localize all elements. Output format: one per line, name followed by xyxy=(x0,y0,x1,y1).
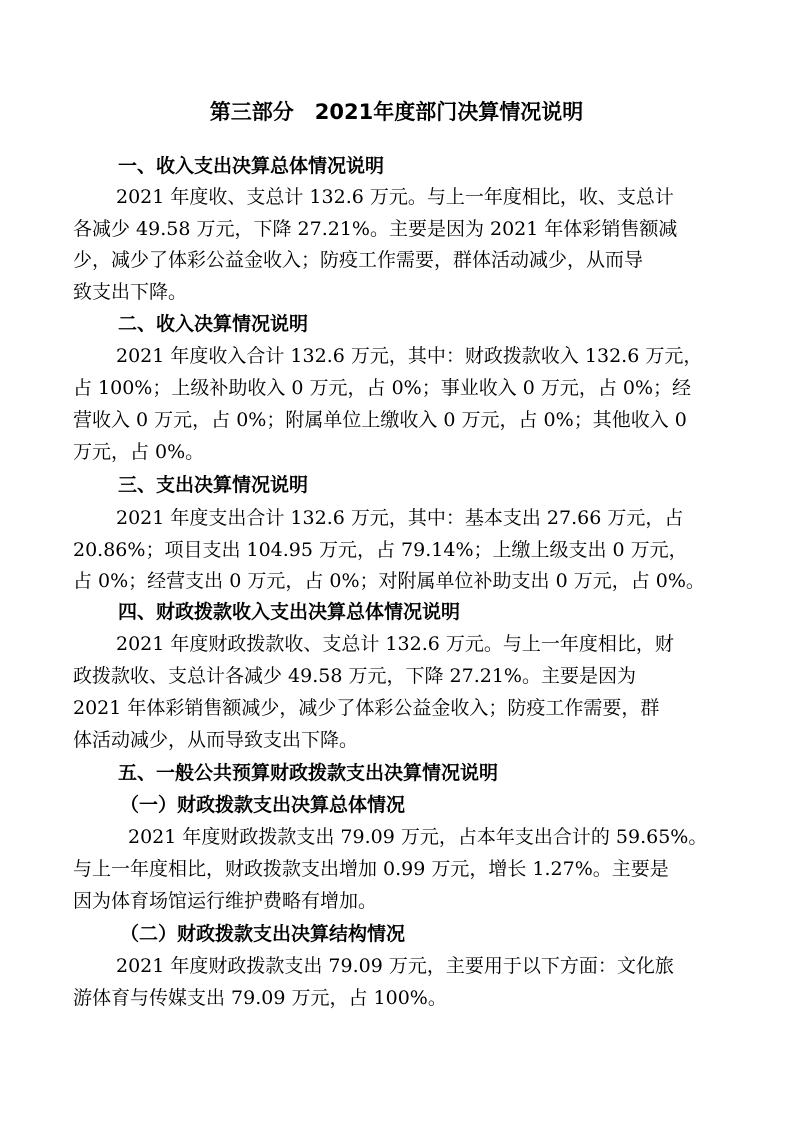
paragraph-line: 营收入 0 万元，占 0%；附属单位上缴收入 0 万元，占 0%；其他收入 0 xyxy=(73,409,687,431)
paragraph-line: 游体育与传媒支出 79.09 万元，占 100%。 xyxy=(73,987,447,1009)
section-heading-3: 三、支出决算情况说明 xyxy=(118,474,309,496)
paragraph-line: 2021 年度收、支总计 132.6 万元。与上一年度相比，收、支总计 xyxy=(116,186,674,208)
paragraph-line: 2021 年度财政拨款支出 79.09 万元，占本年支出合计的 59.65%。 xyxy=(128,826,708,848)
paragraph-line: 2021 年度财政拨款支出 79.09 万元，主要用于以下方面：文化旅 xyxy=(116,955,674,977)
page-title: 第三部分 2021年度部门决算情况说明 xyxy=(209,100,584,124)
section-heading-2: 二、收入决算情况说明 xyxy=(118,313,309,335)
paragraph-line: 2021 年度支出合计 132.6 万元，其中：基本支出 27.66 万元，占 xyxy=(116,507,684,529)
paragraph-line: 政拨款收、支总计各减少 49.58 万元，下降 27.21%。主要是因为 xyxy=(73,665,636,687)
paragraph-line: 占 100%；上级补助收入 0 万元，占 0%；事业收入 0 万元，占 0%；经 xyxy=(73,377,692,399)
paragraph-line: 2021 年度财政拨款收、支总计 132.6 万元。与上一年度相比，财 xyxy=(116,633,674,655)
paragraph-line: 致支出下降。 xyxy=(73,281,188,303)
paragraph-line: 与上一年度相比，财政拨款支出增加 0.99 万元，增长 1.27%。主要是 xyxy=(73,858,669,880)
paragraph-line: 占 0%；经营支出 0 万元，占 0%；对附属单位补助支出 0 万元，占 0%。 xyxy=(73,570,705,592)
paragraph-line: 20.86%；项目支出 104.95 万元，占 79.14%；上缴上级支出 0 万元， xyxy=(73,539,688,561)
paragraph-line: 体活动减少，从而导致支出下降。 xyxy=(73,729,359,751)
paragraph-line: 因为体育场馆运行维护费略有增加。 xyxy=(73,890,378,912)
section-heading-5: 五、一般公共预算财政拨款支出决算情况说明 xyxy=(118,762,499,784)
paragraph-line: 各减少 49.58 万元，下降 27.21%。主要是因为 2021 年体彩销售额减 xyxy=(73,218,678,240)
section-heading-1: 一、收入支出决算总体情况说明 xyxy=(118,155,385,177)
subsection-heading-2: （二）财政拨款支出决算结构情况 xyxy=(120,923,406,945)
paragraph-line: 2021 年度收入合计 132.6 万元，其中：财政拨款收入 132.6 万元， xyxy=(116,345,703,367)
paragraph-line: 万元，占 0%。 xyxy=(73,441,205,463)
section-heading-4: 四、财政拨款收入支出决算总体情况说明 xyxy=(118,601,461,623)
paragraph-line: 2021 年体彩销售额减少，减少了体彩公益金收入；防疫工作需要，群 xyxy=(73,697,660,719)
paragraph-line: 少，减少了体彩公益金收入；防疫工作需要，群体活动减少，从而导 xyxy=(73,249,644,271)
subsection-heading-1: （一）财政拨款支出决算总体情况 xyxy=(120,794,406,816)
